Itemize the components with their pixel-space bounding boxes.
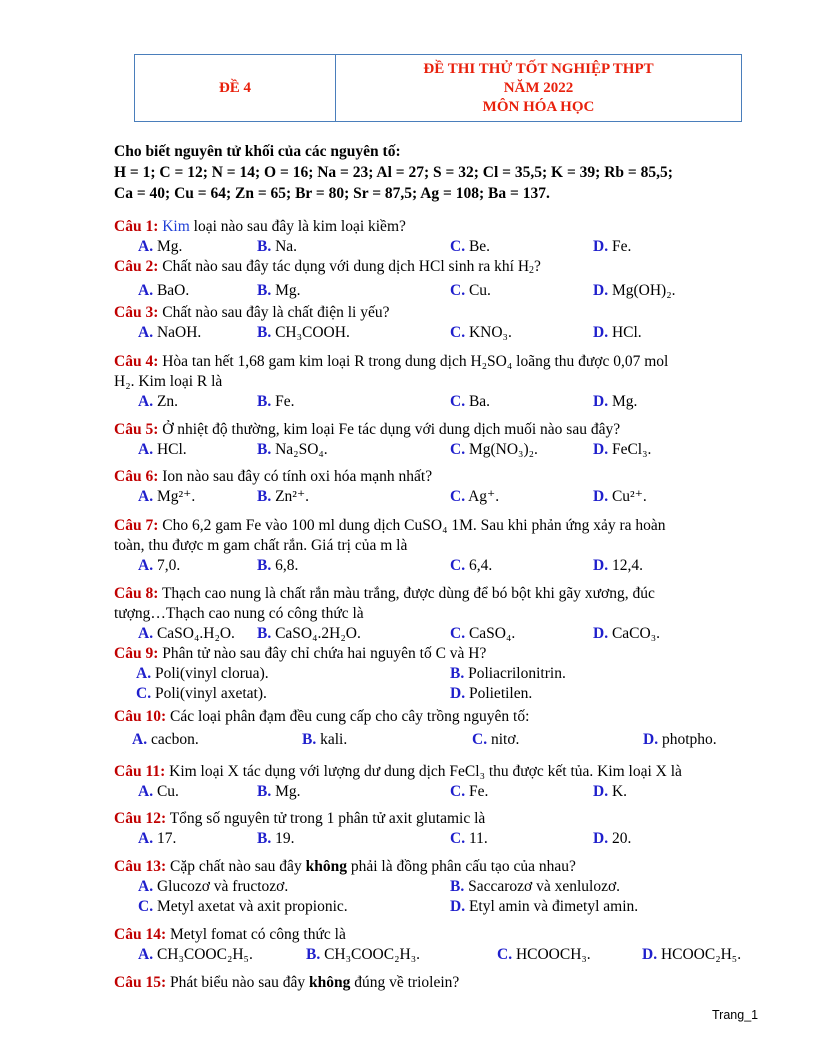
question-4: [114, 352, 764, 412]
question-text: Tổng số nguyên tử trong 1 phân tử axit glutamic là: [169, 810, 486, 827]
exam-number-cell: [135, 55, 336, 121]
question-text-continued: tượng…Thạch cao nung có công thức là: [114, 605, 364, 622]
option-a: A. HCl.: [138, 441, 187, 458]
exam-title-cell: [336, 55, 741, 121]
question-text: Kim loại X tác dụng với lượng dư dung dịch FeCl₃ thu được kết tủa. Kim loại X là: [169, 763, 682, 780]
question-number: Câu 8:: [114, 585, 159, 602]
exam-title-line1: ĐỀ THI THỬ TỐT NGHIỆP THPT: [423, 60, 654, 77]
option-c: C. KNO₃.: [450, 324, 512, 341]
option-c: C. CaSO₄.: [450, 625, 516, 642]
option-a: A. Glucozơ và fructozơ.: [138, 878, 289, 895]
option-c: C. HCOOCH₃.: [497, 946, 591, 963]
question-11: [114, 762, 764, 802]
question-number: Câu 13:: [114, 858, 167, 875]
option-b: B. CH₃COOC₂H₃.: [306, 946, 420, 963]
option-d: D. Mg(OH)₂.: [593, 282, 676, 299]
question-text-continued: toàn, thu được m gam chất rắn. Giá trị của m là: [114, 537, 408, 554]
option-b: B. 6,8.: [257, 557, 299, 574]
option-d: D. 12,4.: [593, 557, 643, 574]
question-13: Câu 13: Cặp chất nào sau đây không phải là đồng phân cấu tạo của nhau? A. Glucozơ và fructozơ. B. Saccarozơ và xenlulozơ. C. Metyl axetat và axit propionic. D. Etyl amin và đimetyl amin.: [114, 858, 639, 915]
page-number: Trang_1: [712, 1008, 759, 1022]
option-d: D. K.: [593, 783, 628, 800]
option-b: B. Poliacrilonitrin.: [450, 665, 566, 682]
question-text: Phân tử nào sau đây chỉ chứa hai nguyên tố C và H?: [162, 645, 487, 662]
exam-number: ĐỀ 4: [218, 79, 252, 96]
option-a: A. 7,0.: [138, 557, 181, 574]
question-number: Câu 14:: [114, 926, 167, 943]
option-a: A. Zn.: [138, 393, 179, 410]
option-a: A. Mg.: [138, 238, 183, 255]
option-a: A. CH₃COOC₂H₅.: [138, 946, 253, 963]
option-d: D. HCl.: [593, 324, 642, 341]
option-a: A. cacbon.: [132, 731, 199, 748]
option-b: B. Zn²⁺.: [257, 488, 310, 505]
option-d: D. Mg.: [593, 393, 638, 410]
question-text: Thạch cao nung là chất rắn màu trắng, được dùng để bó bột khi gãy xương, đúc: [161, 585, 655, 602]
option-c: C. nitơ.: [472, 731, 520, 748]
exam-header-table: [134, 54, 742, 122]
option-b: B. Fe.: [257, 393, 295, 410]
question-text: Chất nào sau đây tác dụng với dung dịch HCl sinh ra khí H: [162, 258, 530, 275]
question-text-continued: H₂. Kim loại R là: [114, 373, 223, 390]
atomic-masses-intro: Cho biết nguyên tử khối của các nguyên tố:: [114, 143, 401, 160]
question-14: [114, 925, 764, 965]
option-d: D. Cu²⁺.: [593, 488, 647, 505]
question-1: [114, 217, 764, 257]
option-c: C. Fe.: [450, 783, 489, 800]
option-c: C. Poli(vinyl axetat).: [136, 685, 267, 702]
option-b: B. CH₃COOH.: [257, 324, 350, 341]
option-b: B. Na₂SO₄.: [257, 441, 328, 458]
option-a: A. NaOH.: [138, 324, 202, 341]
option-d: D. Etyl amin và đimetyl amin.: [450, 898, 639, 915]
option-d: D. HCOOC₂H₅.: [642, 946, 742, 963]
question-emphasis: không: [309, 974, 351, 991]
option-b: B. CaSO₄.2H₂O.: [257, 625, 361, 642]
question-number: Câu 9:: [114, 645, 159, 662]
question-2: Câu 2: Chất nào sau đây tác dụng với dung dịch HCl sinh ra khí $H_2$? A. BaO. B. Mg. C. Cu. D. Mg(OH)₂.: [114, 258, 676, 299]
option-a: A. Mg²⁺.: [138, 488, 196, 505]
option-d: D. Polietilen.: [450, 685, 533, 702]
option-b: B. Mg.: [257, 282, 301, 299]
question-text: Hòa tan hết 1,68 gam kim loại R trong dung dịch H₂SO₄ loãng thu được 0,07 mol: [162, 353, 669, 370]
option-a: A. Poli(vinyl clorua).: [136, 665, 269, 682]
question-3: [114, 303, 764, 343]
question-5: [114, 420, 764, 460]
question-8: [114, 584, 764, 644]
option-b: B. 19.: [257, 830, 295, 847]
option-b: B. kali.: [302, 731, 348, 748]
question-10: [114, 707, 764, 750]
question-text: Các loại phân đạm đều cung cấp cho cây trồng nguyên tố:: [169, 708, 530, 725]
option-b: B. Mg.: [257, 783, 301, 800]
question-text: Metyl fomat có công thức là: [169, 926, 346, 943]
question-6: [114, 467, 764, 507]
question-number: Câu 3:: [114, 304, 159, 321]
question-number: Câu 2:: [114, 258, 159, 275]
question-number: Câu 4:: [114, 353, 159, 370]
question-15: Câu 15: Phát biểu nào sau đây không đúng về triolein?: [114, 974, 460, 991]
option-a: A. Cu.: [138, 783, 179, 800]
option-b: B. Na.: [257, 238, 298, 255]
question-7: [114, 516, 764, 576]
question-12: [114, 809, 764, 849]
option-c: C. Mg(NO₃)₂.: [450, 441, 538, 458]
question-text: Ở nhiệt độ thường, kim loại Fe tác dụng với dung dịch muối nào sau đây?: [162, 421, 621, 438]
option-c: C. Metyl axetat và axit propionic.: [138, 898, 348, 915]
question-text: Ion nào sau đây có tính oxi hóa mạnh nhất?: [162, 468, 433, 485]
option-c: C. Ba.: [450, 393, 491, 410]
question-number: Câu 7:: [114, 517, 159, 534]
question-text: Phát biểu nào sau đây: [169, 974, 310, 991]
exam-title-line3: MÔN HÓA HỌC: [482, 98, 595, 115]
atomic-masses-block: [114, 141, 754, 204]
option-d: D. photpho.: [643, 731, 717, 748]
exam-title-line2: NĂM 2022: [503, 79, 574, 96]
question-text: Chất nào sau đây là chất điện li yếu?: [162, 304, 390, 321]
question-emphasis: không: [305, 858, 347, 875]
option-c: C. 6,4.: [450, 557, 493, 574]
question-number: Câu 11:: [114, 763, 166, 780]
question-number: Câu 5:: [114, 421, 159, 438]
question-number: Câu 12:: [114, 810, 167, 827]
question-text: loại nào sau đây là kim loại kiềm?: [189, 218, 406, 235]
option-d: D. FeCl₃.: [593, 441, 652, 458]
atomic-masses-line2: Ca = 40; Cu = 64; Zn = 65; Br = 80; Sr = 87,5; Ag = 108; Ba = 137.: [114, 185, 550, 202]
atomic-masses-line1: H = 1; C = 12; N = 14; O = 16; Na = 23; Al = 27; S = 32; Cl = 35,5; K = 39; Rb = 85,5;: [114, 164, 673, 181]
question-number: Câu 15:: [114, 974, 167, 991]
option-c: C. 11.: [450, 830, 488, 847]
question-number: Câu 10:: [114, 708, 167, 725]
option-a: A. CaSO₄.H₂O.: [138, 625, 235, 642]
option-c: C. Cu.: [450, 282, 491, 299]
option-a: A. 17.: [138, 830, 177, 847]
option-a: A. BaO.: [138, 282, 190, 299]
option-c: C. Ag⁺.: [450, 488, 500, 505]
question-number: Câu 1:: [114, 218, 159, 235]
question-text: Cặp chất nào sau đây: [169, 858, 306, 875]
question-text: Cho 6,2 gam Fe vào 100 ml dung dịch CuSO₄ 1M. Sau khi phản ứng xảy ra hoàn: [162, 517, 666, 534]
option-c: C. Be.: [450, 238, 491, 255]
option-d: D. CaCO₃.: [593, 625, 660, 642]
option-d: D. 20.: [593, 830, 632, 847]
question-keyword: Kim: [162, 218, 190, 235]
question-number: Câu 6:: [114, 468, 159, 485]
option-b: B. Saccarozơ và xenlulozơ.: [450, 878, 621, 895]
option-d: D. Fe.: [593, 238, 632, 255]
question-9: [114, 644, 764, 704]
